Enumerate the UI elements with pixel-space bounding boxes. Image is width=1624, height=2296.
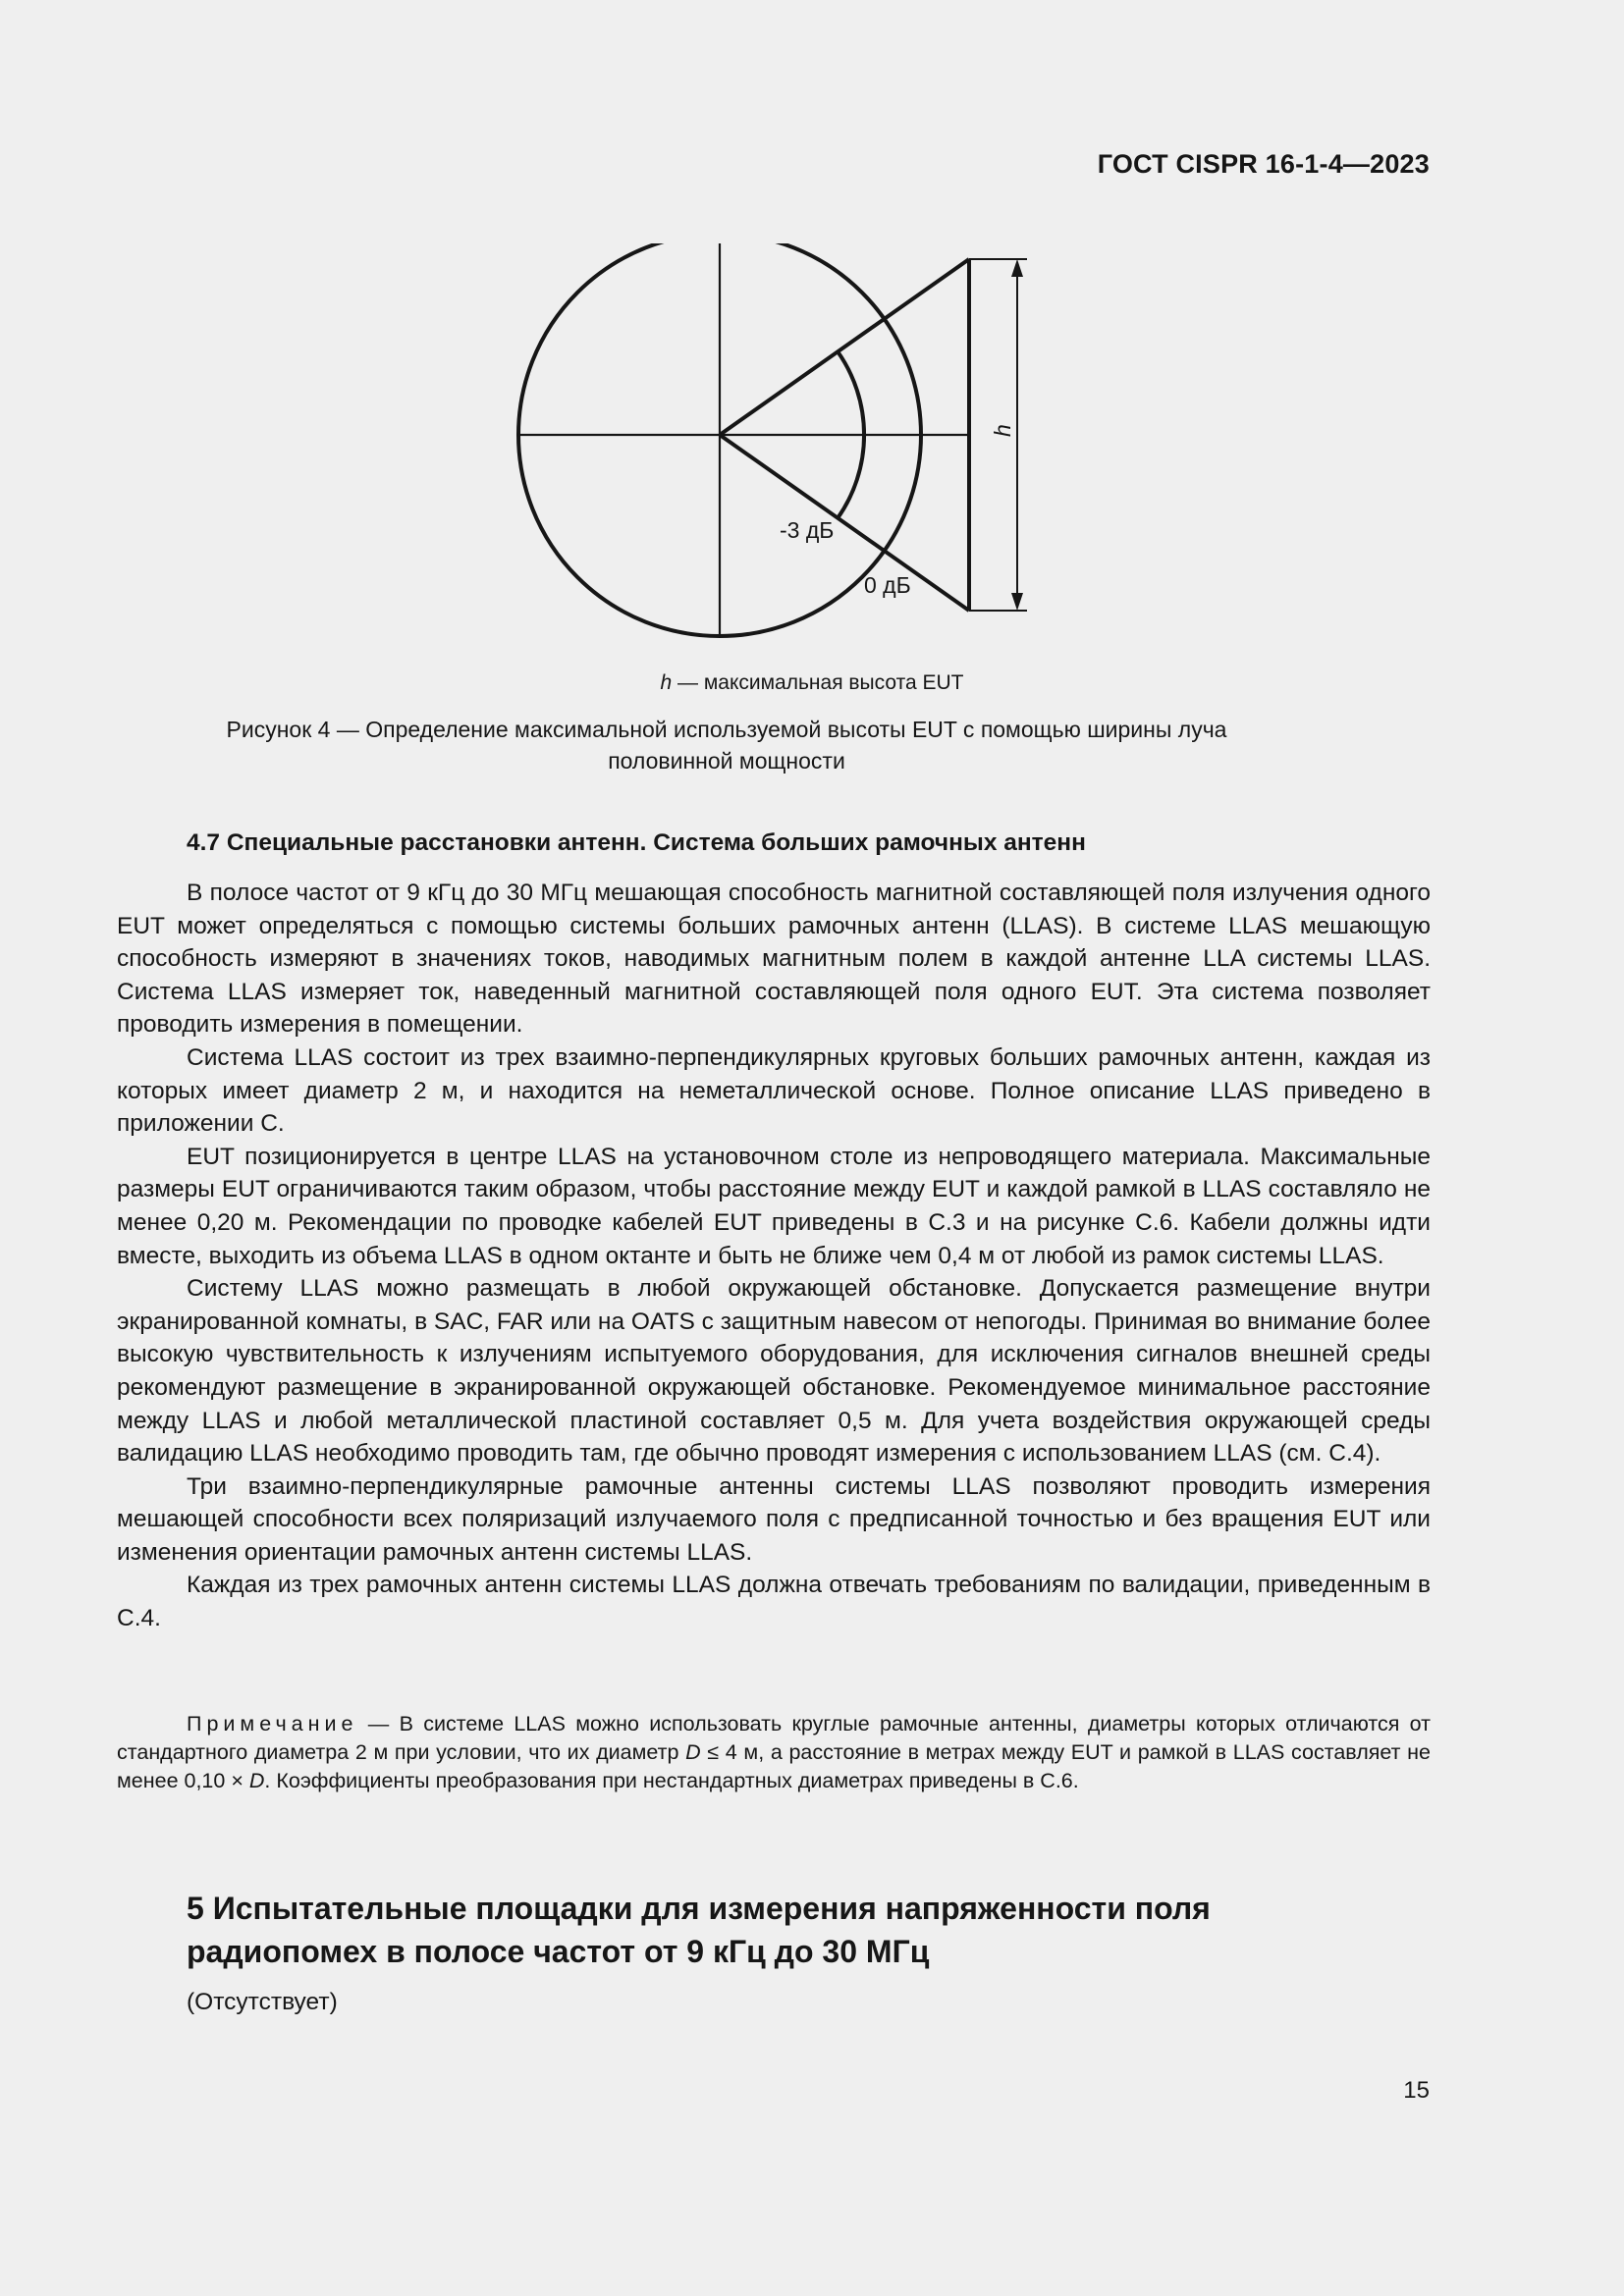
paragraph: Система LLAS состоит из трех взаимно-перпендикулярных круговых больших рамочных антенн, каждая из которых имеет диаметр 2 м, и находится на неметаллической основе. Полное описание LLAS приведено в приложении С. (117, 1043, 1431, 1138)
minus-3db-label: -3 дБ (780, 517, 835, 543)
chapter-heading (187, 1887, 1365, 1973)
paragraph: Систему LLAS можно размещать в любой окружающей обстановке. Допускается размещение внутри экранированной комнаты, в SAC, FAR или на OATS с защитным навесом от непогоды. Принимая во внимание более высокую чувствительность к излучениям испытуемого оборудования, для исключения сигналов внешней среды рекомендуют размещение в экранированной окружающей обстановке. Рекомендуемое минимальное расстояние между LLAS и любой металлической пластиной составляет 0,5 м. Для учета воздействия окружающей среды валидацию LLAS необходимо проводить там, где обычно проводят измерения с использованием LLAS (см. С.4). (117, 1275, 1431, 1468)
note-text: ≤ 4 м, а расстояние в метрах между EUT и рамкой в LLAS составляет не менее 0,10 × (117, 1740, 1431, 1792)
note (117, 1710, 1431, 1795)
paragraph: В полосе частот от 9 кГц до 30 МГц мешающая способность магнитной составляющей поля излучения одного EUT может определяться с помощью системы больших рамочных антенн (LLAS). В системе LLAS мешающую способность измеряют в значениях токов, наводимых магнитным полем в каждой антенне LLA системы LLAS. Система LLAS измеряет ток, наведенный магнитной составляющей поля одного EUT. Эта система позволяет проводить измерения в помещении. (117, 880, 1431, 1039)
note-variable: D (248, 1769, 265, 1792)
note-label: Примечание (187, 1712, 358, 1735)
note-text: — В системе LLAS можно использовать круглые рамочные антенны, диаметры которых отличаются от стандартного диаметра 2 м при условии, что их диаметр (117, 1712, 1431, 1764)
paragraph: Каждая из трех рамочных антенн системы LLAS должна отвечать требованиям по валидации, приведенным в С.4. (117, 1572, 1431, 1632)
paragraph: EUT позиционируется в центре LLAS на установочном столе из непроводящего материала. Максимальные размеры EUT ограничиваются таким образом, чтобы расстояние между EUT и каждой рамкой в LLAS составляло не менее 0,20 м. Рекомендации по проводке кабелей EUT приведены в С.3 и на рисунке С.6. Кабели должны идти вместе, выходить из объема LLAS в одном октанте и быть не ближе чем 0,4 м от любой из рамок системы LLAS. (117, 1143, 1431, 1269)
caption-line-2: половинной мощности (608, 748, 845, 774)
zero-db-label: 0 дБ (864, 572, 911, 598)
lower-beam-edge (720, 435, 969, 611)
height-symbol-label: h (990, 424, 1015, 437)
figure-caption (196, 714, 1257, 776)
figure-legend (0, 671, 1624, 695)
document-code: ГОСТ CISPR 16-1-4—2023 (1097, 149, 1430, 179)
note-text: . Коэффициенты преобразования при нестандартных диаметрах приведены в С.6. (264, 1769, 1079, 1792)
paragraph: Три взаимно-перпендикулярные рамочные антенны системы LLAS позволяют проводить измерения мешающей способности всех поляризаций излучаемого поля с предписанной точностью и без вращения EUT или изменения ориентации рамочных антенн системы LLAS. (117, 1472, 1431, 1566)
legend-symbol: h (660, 671, 673, 694)
section-heading: 4.7 Специальные расстановки антенн. Система больших рамочных антенн (187, 829, 1086, 856)
dimension-arrow-bottom (1011, 593, 1023, 611)
legend-text: — максимальная высота EUT (672, 671, 964, 694)
upper-beam-edge (720, 259, 969, 435)
page-number: 15 (1403, 2077, 1430, 2104)
section-body (117, 877, 1431, 1635)
chapter-absent-note: (Отсутствует) (187, 1989, 338, 2015)
beam-width-diagram (511, 243, 1060, 656)
dimension-arrow-top (1011, 259, 1023, 277)
caption-line-1: Рисунок 4 — Определение максимальной используемой высоты EUT с помощью ширины луча (226, 717, 1227, 742)
note-variable: D (685, 1740, 701, 1764)
chapter-heading-line-2: радиопомех в полосе частот от 9 кГц до 30 МГц (187, 1934, 930, 1969)
chapter-heading-line-1: 5 Испытательные площадки для измерения напряженности поля (187, 1891, 1211, 1926)
